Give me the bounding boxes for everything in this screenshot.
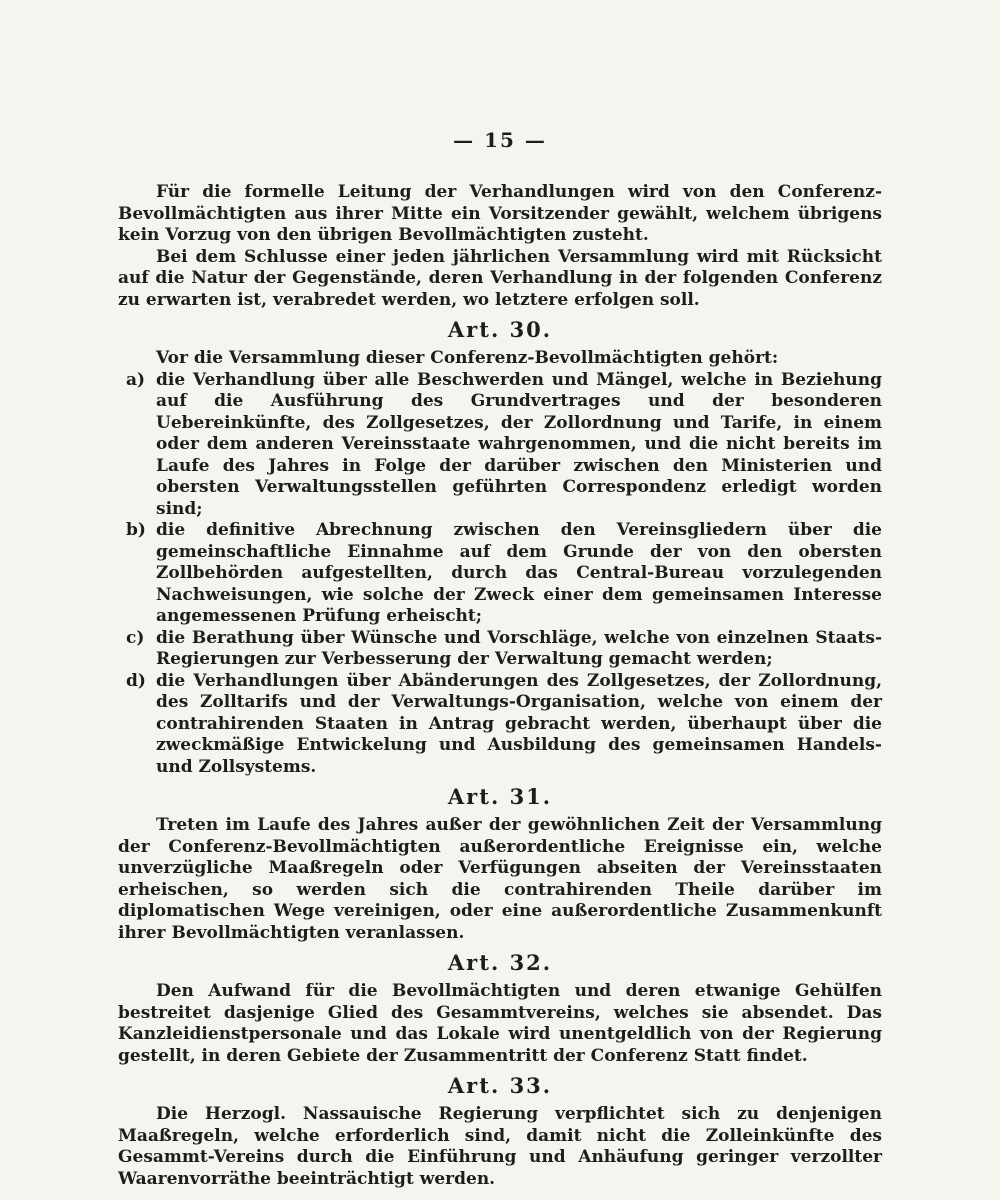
article-33-heading: Art. 33. [447,1073,553,1098]
item-text: die Verhandlungen über Abänderungen des Zollgesetzes, der Zollordnung, des Zolltarifs und der Verwaltungs-Organisation, welche von einem der contrahirenden Staaten in Antrag gebracht werden, überhaupt über die zweckmäßige Entwickelung und Ausbildung des gemeinsamen Handels- und Zollsystems. [156,670,882,777]
article-30-item-d [118,671,882,779]
item-text: die Verhandlung über alle Beschwerden und Mängel, welche in Beziehung auf die Ausführung des Grundvertrages und der besonderen Uebereinkünfte, des Zollgesetzes, der Zollordnung und Tarife, in einem oder dem anderen Vereinsstaate wahrgenommen, und die nicht bereits im Laufe des Jahres in Folge der darüber zwischen den Ministerien und obersten Verwaltungsstellen geführten Correspondenz erledigt worden sind; [156,369,882,519]
article-30-lead: Vor die Versammlung dieser Conferenz-Bevollmächtigten gehört: [156,348,779,368]
item-label: c) [126,627,145,648]
article-30-heading: Art. 30. [447,317,553,342]
article-32-text: Den Aufwand für die Bevollmächtigten und deren etwanige Gehülfen bestreitet dasjenige Glied des Gesammtvereins, welches sie absendet. Das Kanzleidienstpersonale und das Lokale wird unentgeldlich von der Regierung gestellt, in deren Gebiete der Zusammentritt der Conferenz Statt findet. [118,981,882,1066]
page-number: — 15 — [453,128,547,152]
article-30-item-a [118,370,882,521]
item-text: die definitive Abrechnung zwischen den Vereinsgliedern über die gemeinschaftliche Einnahme auf dem Grunde der von den obersten Zollbehörden aufgestellten, durch das Central-Bureau vorzulegenden Nachweisungen, wie solche der Zweck einer dem gemeinsamen Interesse angemessenen Prüfung erheischt; [156,520,882,626]
article-32-heading: Art. 32. [447,950,553,975]
article-31-heading: Art. 31. [447,784,553,809]
intro-paragraph-1: Für die formelle Leitung der Verhandlungen wird von den Conferenz-Bevollmächtigten aus ihrer Mitte ein Vorsitzender gewählt, welchem übrigens kein Vorzug von den übrigen Bevollmächtigten zusteht. [118,182,882,245]
intro-paragraph-2: Bei dem Schlusse einer jeden jährlichen Versammlung wird mit Rücksicht auf die Natur der Gegenstände, deren Verhandlung in der folgenden Conferenz zu erwarten ist, verabredet werden, wo letztere erfolgen soll. [118,246,882,310]
article-31-text: Treten im Laufe des Jahres außer der gewöhnlichen Zeit der Versammlung der Conferenz-Bevollmächtigten außerordentliche Ereignisse ein, welche unverzügliche Maaßregeln oder Verfügungen abseiten der Vereinsstaaten erheischen, so werden sich die contrahirenden Theile darüber im diplomatischen Wege vereinigen, oder eine außerordentliche Zusammenkunft ihrer Bevollmächtigten veranlassen. [118,815,882,943]
item-text: die Berathung über Wünsche und Vorschläge, welche von einzelnen Staats-Regierungen zur Verbesserung der Verwaltung gemacht werden; [156,627,882,669]
item-label: b) [126,520,146,540]
item-label: a) [126,369,146,390]
article-30-item-c [118,628,882,671]
item-label: d) [126,670,146,691]
article-30-item-b [118,520,882,628]
article-33-text: Die Herzogl. Nassauische Regierung verpflichtet sich zu denjenigen Maaßregeln, welche erforderlich sind, damit nicht die Zolleinkünfte des Gesammt-Vereins durch die Einführung und Anhäufung geringer verzollter Waarenvorräthe beeinträchtigt werden. [118,1104,882,1189]
